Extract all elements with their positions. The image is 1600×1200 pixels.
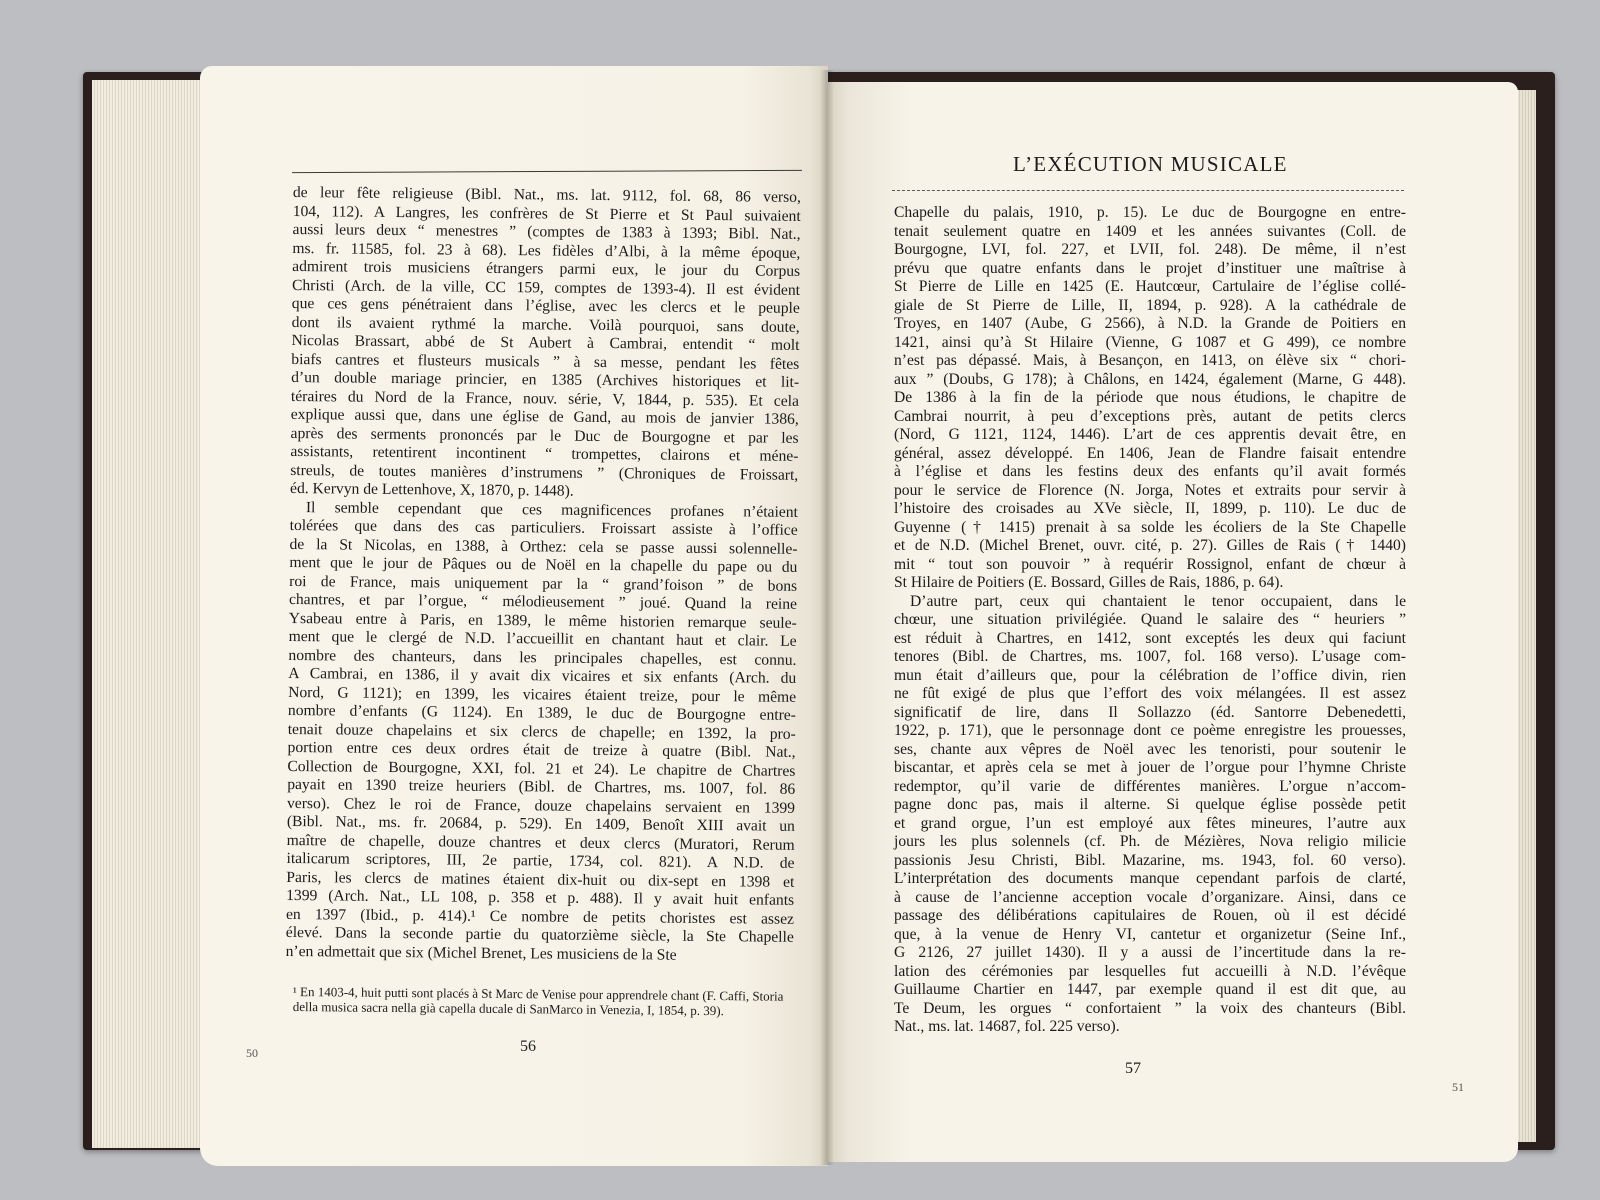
text-line: n’est pas dépassé. Mais, à Besançon, en 1413, on élève six “ chori- [894,352,1406,369]
text-line: assistants, retentirent incontinent “ trompettes, clairons et méne- [290,442,799,465]
page-edges-left [92,80,212,1148]
text-line: Il semble cependant que ces magnificences profanes n’étaient [305,498,798,521]
text-line: admirent trois musiciens étrangers parmi eux, le jour du Corpus [292,257,801,280]
text-line: le chant (F. Caffi, Storia della musica sacra nella già capella ducale di San [292,987,784,1017]
text-line: est réduit à Chartres, en 1412, sont exceptés les deux qui faciunt [894,629,1406,647]
text-line: à l’église et dans les festins deux des enfants qu’il avait formés [894,463,1406,480]
text-line: 1399 (Arch. Nat., LL 108, p. 358 et p. 488). Il y avait huit enfants [286,886,795,909]
text-line: général, assez développé. En 1406, Jean de Flandre faisait entendre [894,444,1406,462]
text-line: passionis Jesu Christi, Bibl. Mazarine, ms. 1943, fol. 60 verso). [894,851,1406,869]
text-line: aux ” (Doubs, G 178); à Châlons, en 1424, également (Marne, G 448). [894,370,1406,388]
text-line: Guyenne († 1415) prenait à sa solde les écoliers de la Ste Chapelle [894,518,1406,536]
text-line: Chapelle du palais, 1910, p. 15). Le duc de Bourgogne en entre- [894,204,1406,221]
text-line: téraires du Nord de la France, nouv. série, V, 1844, p. 535). Et cela [290,387,800,410]
text-line: chantres, et par l’orgue, “ mélodieusement ” joué. Quand la reine [288,590,798,613]
text-line: redemptor, qu’il varie de différentes manières. L’orgue n’accom- [894,777,1406,795]
running-head: L’EXÉCUTION MUSICALE [1013,152,1288,176]
page-number-right: 57 [1125,1060,1141,1077]
text-line: de leur fête religieuse (Bibl. Nat., ms. lat. 9112, fol. 68, 86 verso, [292,184,801,206]
text-line: Te Deum, les orgues “ confortaient ” la voix des chanteurs (Bibl. [894,999,1406,1017]
text-line: d’un double mariage princier, en 1385 (Archives historiques et lit- [291,368,800,391]
text-line: A Cambrai, en 1386, il y avait dix vicaires et six enfants (Arch. du [288,664,797,687]
text-line: Bourgogne, LVI, fol. 227, et LVII, fol. 248). De même, il n’est [894,241,1406,258]
text-line: payait en 1390 treize heuriers (Bibl. de Chartres, ms. 1007, fol. 86 [287,775,796,798]
text-line: St Hilaire de Poitiers (E. Bossard, Gilles de Rais, 1886, p. 64). [894,574,1284,591]
text-line: mit “ tout son pouvoir ” à requérir Rossignol, enfant de chœur à [894,555,1406,573]
text-line: ms. fr. 11585, fol. 23 à 68). Les fidèles d’Albi, à la même époque, [292,239,801,262]
header-rule [892,190,1404,191]
text-line: Nicolas Brassart, abbé de St Aubert à Cambrai, entendit “ molt [291,331,800,354]
text-line: à cause de l’ancienne acception vocale d’organizare. Ainsi, dans ce [894,888,1406,906]
text-line: verso). Chez le roi de France, douze chapelains servaient en 1399 [286,794,796,817]
text-line: Christi (Arch. de la ville, CC 159, comptes de 1393-4). Il est évident [291,276,801,299]
text-line: après des serments prononcés par le Duc de Bourgogne et par les [290,424,799,447]
text-line: significatif de lire, dans Il Sollazzo (éd. Santorre Debenedetti, [894,703,1406,721]
text-line: Ysabeau entre à Paris, en 1389, le même historien remarque seule- [288,609,797,632]
text-line: maître de chapelle, douze chantres et deux clercs (Muratori, Rerum [286,831,795,854]
text-line: prévu que quatre enfants dans le projet d’instituer une maîtrise à [894,259,1406,277]
text-line: D’autre part, ceux qui chantaient le tenor occupaient, dans le [910,592,1406,610]
footnote [293,984,801,1019]
text-line: Nord, G 1121); en 1399, les vicaires étaient treize, pour le même [288,683,797,706]
text-line: ment que le clergé de N.D. l’accueillit en chantant haut et clair. Le [288,627,797,650]
text-line: jours les plus solennels (cf. Ph. de Mézières, Nova religio milicie [894,833,1406,850]
text-line: Guillaume Chartier en 1447, par exemple quand il est dit que, au [894,981,1406,998]
text-line: élevé. Dans la seconde partie du quatorzième siècle, la Ste Chapelle [285,923,794,946]
text-line: G 2126, 27 juillet 1430). Il y a aussi de l’incertitude dans la re- [894,944,1406,961]
text-line: l’histoire des croisades au XVe siècle, II, 1899, p. 110). Le duc de [894,500,1406,517]
text-line: que ces gens pénétraient dans l’église, avec les clercs et le peuple [291,294,800,317]
text-line: tenait seulement quatre en 1409 et les années suivantes (Coll. de [894,222,1406,240]
text-line: portion entre ces deux ordres était de treize à quatre (Bibl. Nat., [287,738,796,761]
left-page [200,66,828,1166]
right-page [828,82,1518,1162]
text-line: Cambrai nourrit, à peu d’exceptions près, autant de petits clercs [894,407,1406,425]
text-line: pagne donc pas, mais il alterne. Si quelque église possède petit [894,796,1406,813]
text-line: L’interprétation des documents manque cependant parfois de clarté, [894,870,1406,887]
text-line: aussi leurs deux “ menestres ” (comptes de 1383 à 1393; Bibl. Nat., [292,220,801,243]
text-line: ses, chante aux vêpres de Noël avec les tenoristi, pour soutenir le [894,740,1406,758]
text-line: n’en admettait que six (Michel Brenet, Les musiciens de la Ste [285,942,677,964]
text-line: passage des délibérations capitulaires de Rouen, où il est décidé [894,907,1406,924]
text-line: 1922, p. 171), que le personnage dont ce poème enregistre les prouesses, [894,722,1406,739]
text-line: St Pierre de Lille en 1425 (E. Hautcœur, Cartulaire de l’église collé- [894,278,1406,295]
text-line: que, à la venue de Henry VI, cantetur et organizetur (Seine Inf., [894,925,1406,943]
text-line: biafs cantres et flusteurs musicals ” à sa messe, pendant les fêtes [291,350,800,373]
right-page-text [894,204,1406,1037]
text-line: de la St Nicolas, en 1388, à Orthez: cela se passe aussi solennelle- [289,535,798,558]
text-line: explique aussi que, dans une église de Gand, au mois de janvier 1386, [290,405,799,428]
text-line: biscantar, et après cela se met à jouer de l’orgue pour l’hymne Christe [894,759,1406,776]
text-line: streuls, de toutes manières d’instrumens ” (Chroniques de Froissart, [290,461,799,484]
text-line: et de N.D. (Michel Brenet, ouvr. cité, p. 27). Gilles de Rais († 1440) [894,537,1406,554]
text-line: italicarum scriptores, III, 2e partie, 1734, col. 821). A N.D. de [286,849,795,872]
text-line: Paris, les clercs de matines étaient dix-huit ou dix-sept en 1398 et [286,868,795,891]
text-line: giale de St Pierre de Lille, II, 1894, p. 928). A la cathédrale de [894,296,1406,314]
header-rule [292,170,802,173]
text-line: tenores (Bibl. de Chartres, ms. 1007, fol. 168 verso). L’usage com- [894,648,1406,665]
text-line: dont ils avaient rythmé la marche. Voilà pourquoi, sans doute, [291,313,800,336]
text-line: ne fût exigé de plus que l’effort des voix mélangées. Il est assez [894,685,1406,702]
text-line: éd. Kervyn de Lettenhove, X, 1870, p. 1448). [289,479,574,500]
text-line: pour le service de Florence (N. Jorga, Notes et extraits pour servir à [894,481,1406,499]
text-line: mun était d’ailleurs que, pour la célébration de l’office divin, rien [894,666,1406,684]
old-page-number-right: 51 [1452,1080,1464,1094]
text-line: Nat., ms. lat. 14687, fol. 225 verso). [894,1018,1120,1035]
text-line: (Nord, G 1121, 1124, 1446). L’art de ces apprentis devait être, en [894,426,1406,443]
text-line: Troyes, en 1407 (Aube, G 2566), à N.D. la Grande de Poitiers en [894,315,1406,332]
text-line: roi de France, mais uniquement par la “ grand’foison ” de bons [289,572,798,595]
book-gutter [820,70,834,1165]
text-line: 1421, ainsi qu’à St Hilaire (Vienne, G 1087 et G 499), ce nombre [894,333,1406,351]
page-number-left: 56 [520,1038,536,1055]
text-line: nombre d’enfants (G 1124). En 1389, le duc de Bourgogne entre- [287,701,797,724]
text-line: en 1397 (Ibid., p. 414).¹ Ce nombre de petits choristes est assez [285,905,795,928]
text-line: ¹ En 1403-4, huit putti sont placés à St Marc de Venise pour apprendre [292,984,659,1003]
text-line: Marco in Venezia, I, 1854, p. 39). [548,1001,724,1019]
text-line: 104, 112). A Langres, les confrères de St Pierre et St Paul suivaient [292,202,801,225]
text-line: et grand orgue, l’un est employé aux fêtes mineures, l’autre aux [894,814,1406,832]
text-line: ment que le jour de Pâques ou de Noël en la chapelle du pape ou du [289,553,798,576]
text-line: De 1386 à la fin de la période que nous étudions, le chapitre de [894,389,1406,406]
left-page-text [286,184,801,966]
text-line: (Bibl. Nat., ms. fr. 20684, p. 529). En 1409, Benoît XIII avait un [286,812,795,835]
text-line: lation des cérémonies par lesquelles fut accueilli à N.D. l’évêque [894,962,1406,980]
text-line: tenait douze chapelains et six clercs de chapelle; en 1392, la pro- [287,720,796,743]
text-line: Collection de Bourgogne, XXI, fol. 21 et 24). Le chapitre de Chartres [287,757,796,780]
text-line: tolérées que dans des cas particuliers. Froissart assiste à l’office [289,516,798,539]
old-page-number-left: 50 [246,1046,258,1060]
text-line: chœur, une situation privilégiée. Quand le salaire des “ heuriers ” [894,611,1406,628]
text-line: nombre des chanteurs, dans les principales chapelles, est connu. [288,646,797,669]
